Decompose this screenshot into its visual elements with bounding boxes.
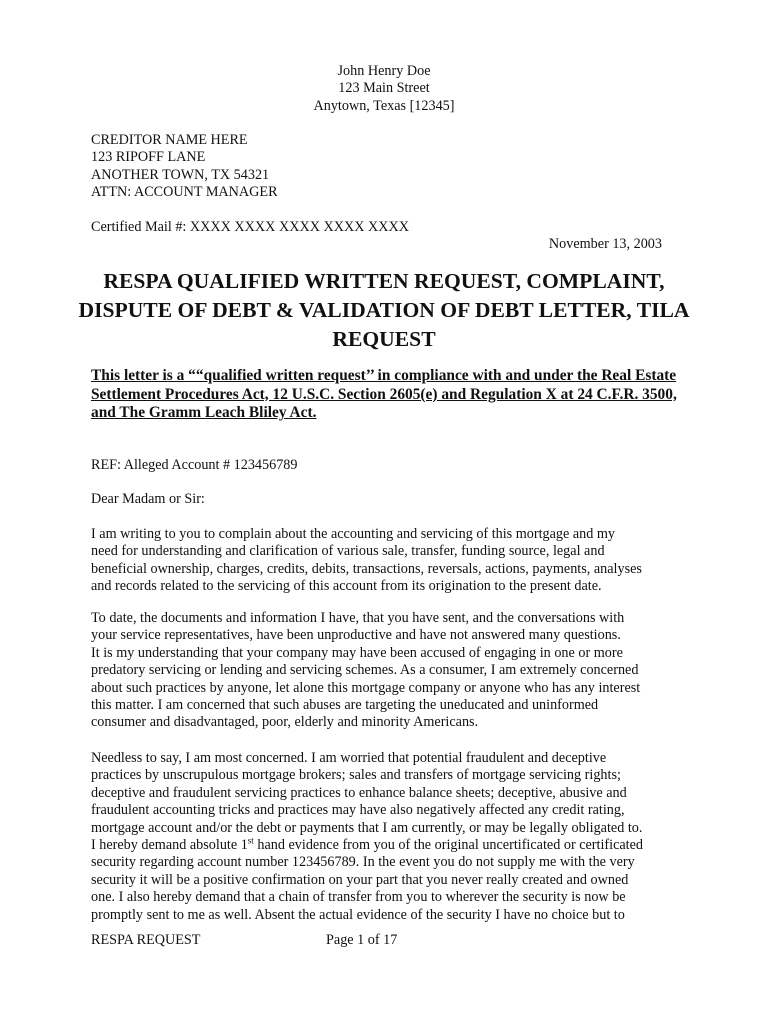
paragraph-line: promptly sent to me as well. Absent the actual evidence of the security I have no choice but to <box>91 906 625 923</box>
paragraph-line: It is my understanding that your company may have been accused of engaging in one or more <box>91 644 623 661</box>
paragraph-line: your service representatives, have been unproductive and have not answered many questions. <box>91 627 621 644</box>
recipient-street: 123 RIPOFF LANE <box>91 149 206 166</box>
paragraph-line: security it will be a positive confirmation on your part that you never really created and owned <box>91 871 629 888</box>
paragraph-2 <box>91 610 681 732</box>
paragraph-line: practices by unscrupulous mortgage brokers; sales and transfers of mortgage servicing rights; <box>91 767 621 784</box>
paragraph-line: fraudulent accounting tricks and practices may have also negatively affected any credit rating, <box>91 802 625 819</box>
demand-text-start: I hereby demand absolute 1 <box>91 837 248 854</box>
letter-title: RESPA QUALIFIED WRITTEN REQUEST, COMPLAINT, DISPUTE OF DEBT & VALIDATION OF DEBT LETTER, TILA REQUEST <box>78 269 690 351</box>
sender-city: Anytown, Texas [12345] <box>313 97 455 114</box>
paragraph-3 <box>91 750 681 924</box>
recipient-address-block <box>91 132 278 202</box>
certified-mail-number: Certified Mail #: XXXX XXXX XXXX XXXX XXXX <box>91 219 409 235</box>
paragraph-1 <box>91 526 681 596</box>
sender-name: John Henry Doe <box>337 63 431 79</box>
paragraph-line: and records related to the servicing of this account from its origination to the present date. <box>91 578 602 595</box>
paragraph-line: consumer and disadvantaged, poor, elderly and minority Americans. <box>91 714 479 731</box>
paragraph-line: Needless to say, I am most concerned. I am worried that potential fraudulent and deceptive <box>91 750 607 766</box>
paragraph-line: predatory servicing or lending and servicing schemes. As a consumer, I am extremely concerned <box>91 662 639 679</box>
footer-document-label: RESPA REQUEST <box>91 932 201 948</box>
paragraph-line: about such practices by anyone, let alone this mortgage company or anyone who has any interest <box>91 679 641 696</box>
letter-date: November 13, 2003 <box>548 236 662 252</box>
paragraph-line: To date, the documents and information I have, that you have sent, and the conversations with <box>91 610 625 626</box>
ordinal-superscript: st <box>247 835 254 846</box>
paragraph-line: beneficial ownership, charges, credits, debits, transactions, reversals, actions, payments, analyses <box>91 560 642 577</box>
paragraph-line: this matter. I am concerned that such abuses are targeting the uneducated and uninformed <box>91 697 599 714</box>
recipient-name: CREDITOR NAME HERE <box>91 132 248 148</box>
paragraph-line: security regarding account number 123456789. In the event you do not supply me with the very <box>91 854 635 871</box>
paragraph-line: need for understanding and clarification of various sale, transfer, funding source, legal and <box>91 543 605 560</box>
recipient-city: ANOTHER TOWN, TX 54321 <box>91 166 270 183</box>
footer-page-number: Page 1 of 17 <box>326 932 398 948</box>
recipient-attn: ATTN: ACCOUNT MANAGER <box>91 184 278 201</box>
paragraph-line: deceptive and fraudulent servicing practices to enhance balance sheets; deceptive, abusive and <box>91 784 627 801</box>
paragraph-line-demand <box>91 837 681 854</box>
demand-text-end: hand evidence from you of the original uncertificated or certificated <box>253 837 644 854</box>
sender-street: 123 Main Street <box>338 80 430 97</box>
paragraph-line: mortgage account and/or the debt or payments that I am currently, or may be legally obligated to. <box>91 819 643 836</box>
reference-line: REF: Alleged Account # 123456789 <box>91 457 298 473</box>
paragraph-line: one. I also hereby demand that a chain of transfer from you to wherever the security is now be <box>91 889 626 906</box>
sender-address-block <box>0 63 768 115</box>
paragraph-line: I am writing to you to complain about the accounting and servicing of this mortgage and my <box>91 526 616 542</box>
intro-statement: This letter is a ““qualified written request’’ in compliance with and under the Real Estate Settlement Procedures Act, 12 U.S.C. Section 2605(e) and Regulation X at 24 C.F.R. 3500, and The Gramm Leach Bliley Act. <box>91 367 677 421</box>
salutation: Dear Madam or Sir: <box>91 491 205 507</box>
